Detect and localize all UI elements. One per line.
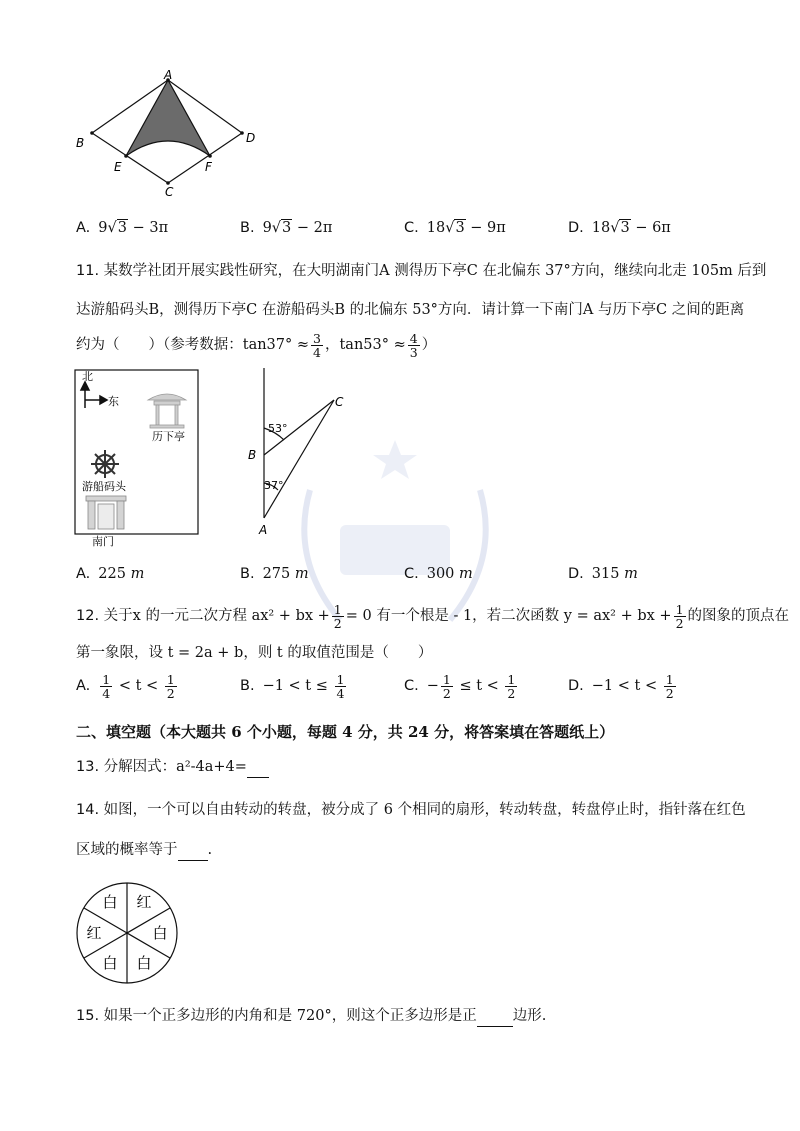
gate-label: 南门 [92, 535, 114, 548]
q11-line-3: 约为（ ）（参考数据：tan37° ≈ $\frac{3}{4}$ ，tan53° ≈ $\frac{4}{3}$ ） [76, 330, 437, 360]
figure-q11-triangle [240, 366, 350, 546]
pavilion-label: 历下亭 [152, 430, 185, 443]
figure-q11-map [72, 368, 202, 550]
q12-option-b[interactable]: B. −1 < t ≤ $\frac{1}{4}$ [240, 671, 345, 701]
pier-label: 游船码头 [82, 480, 126, 493]
q10-option-a[interactable]: A. 9√3 − 3π [76, 220, 169, 236]
label-D: D [246, 131, 256, 145]
figure-q10 [70, 70, 270, 200]
q12-option-a[interactable]: A. $\frac{1}{4}$ < t < $\frac{1}{2}$ [76, 671, 175, 701]
q12-option-d[interactable]: D. −1 < t < $\frac{1}{2}$ [568, 671, 674, 701]
label-A: A [164, 70, 173, 82]
fraction-4-3: $\frac{4}{3}$ [409, 330, 418, 360]
sector-top-right: 红 [136, 893, 152, 911]
sector-bottom-left: 白 [102, 954, 118, 972]
q11-line-2: 达游船码头B，测得历下亭C 在游船码头B 的北偏东 53°方向．请计算一下南门A 与历下亭C 之间的距离 [76, 302, 745, 318]
q12-line-1: 12. 关于x 的一元二次方程 ax² + bx + $\frac{1}{2}$ = 0 有一个根是 - 1，若二次函数 y = ax² + bx + $\frac{1}{2}$ 的图象的顶点在 [76, 601, 790, 631]
q10-option-d[interactable]: D. 18√3 − 6π [568, 220, 671, 236]
label-F: F [205, 160, 212, 174]
section-fill-in-title: 二、填空题（本大题共 6 个小题，每题 4 分，共 24 分，将答案填在答题纸上） [76, 723, 615, 741]
q11-option-b[interactable]: B. 275 m [240, 566, 309, 582]
q11-option-d[interactable]: D. 315 m [568, 566, 638, 582]
angle-53: 53° [268, 422, 288, 435]
spinner-wheel [72, 878, 182, 988]
sector-left: 红 [86, 924, 102, 942]
q10-option-c[interactable]: C. 18√3 − 9π [404, 220, 506, 236]
q15-answer-blank[interactable] [477, 1006, 513, 1027]
ship-wheel-icon [91, 450, 119, 478]
q10-option-b[interactable]: B. 9√3 − 2π [240, 220, 333, 236]
label-E: E [114, 160, 122, 174]
fraction-half-2: $\frac{1}{2}$ [675, 601, 684, 631]
q12-line-2: 第一象限，设 t = 2a + b，则 t 的取值范围是（ ） [76, 645, 433, 661]
q12-option-c[interactable]: C. − $\frac{1}{2}$ ≤ t < $\frac{1}{2}$ [404, 671, 516, 701]
gate-icon [86, 496, 126, 529]
map-north-label: 北 [82, 370, 93, 383]
label-B: B [76, 136, 85, 150]
q11-option-c[interactable]: C. 300 m [404, 566, 473, 582]
fraction-3-4: $\frac{3}{4}$ [313, 330, 321, 360]
point-C: C [335, 395, 344, 409]
q11-option-a[interactable]: A. 225 m [76, 566, 145, 582]
angle-37: 37° [264, 479, 284, 492]
map-east-label: 东 [108, 395, 119, 408]
sector-top-left: 白 [102, 893, 118, 911]
sector-bottom-right: 白 [136, 954, 152, 972]
q14-answer-blank[interactable] [178, 840, 208, 861]
q14-line-2: 区域的概率等于 . [76, 840, 212, 861]
point-B: B [248, 448, 257, 462]
q11-line-1: 11. 某数学社团开展实践性研究，在大明湖南门A 测得历下亭C 在北偏东 37°方向，继续向北走 105m 后到 [76, 263, 767, 279]
label-C: C [165, 185, 174, 199]
q14-line-1: 14. 如图，一个可以自由转动的转盘，被分成了 6 个相同的扇形，转动转盘，转盘停止时，指针落在红色 [76, 802, 746, 818]
q13: 13. 分解因式：a²-4a+4= [76, 757, 269, 778]
q15: 15. 如果一个正多边形的内角和是 720°，则这个正多边形是正 边形. [76, 1006, 546, 1027]
fraction-half-1: $\frac{1}{2}$ [333, 601, 342, 631]
sector-right: 白 [152, 924, 168, 942]
q13-answer-blank[interactable] [247, 757, 269, 778]
point-A: A [259, 523, 268, 537]
